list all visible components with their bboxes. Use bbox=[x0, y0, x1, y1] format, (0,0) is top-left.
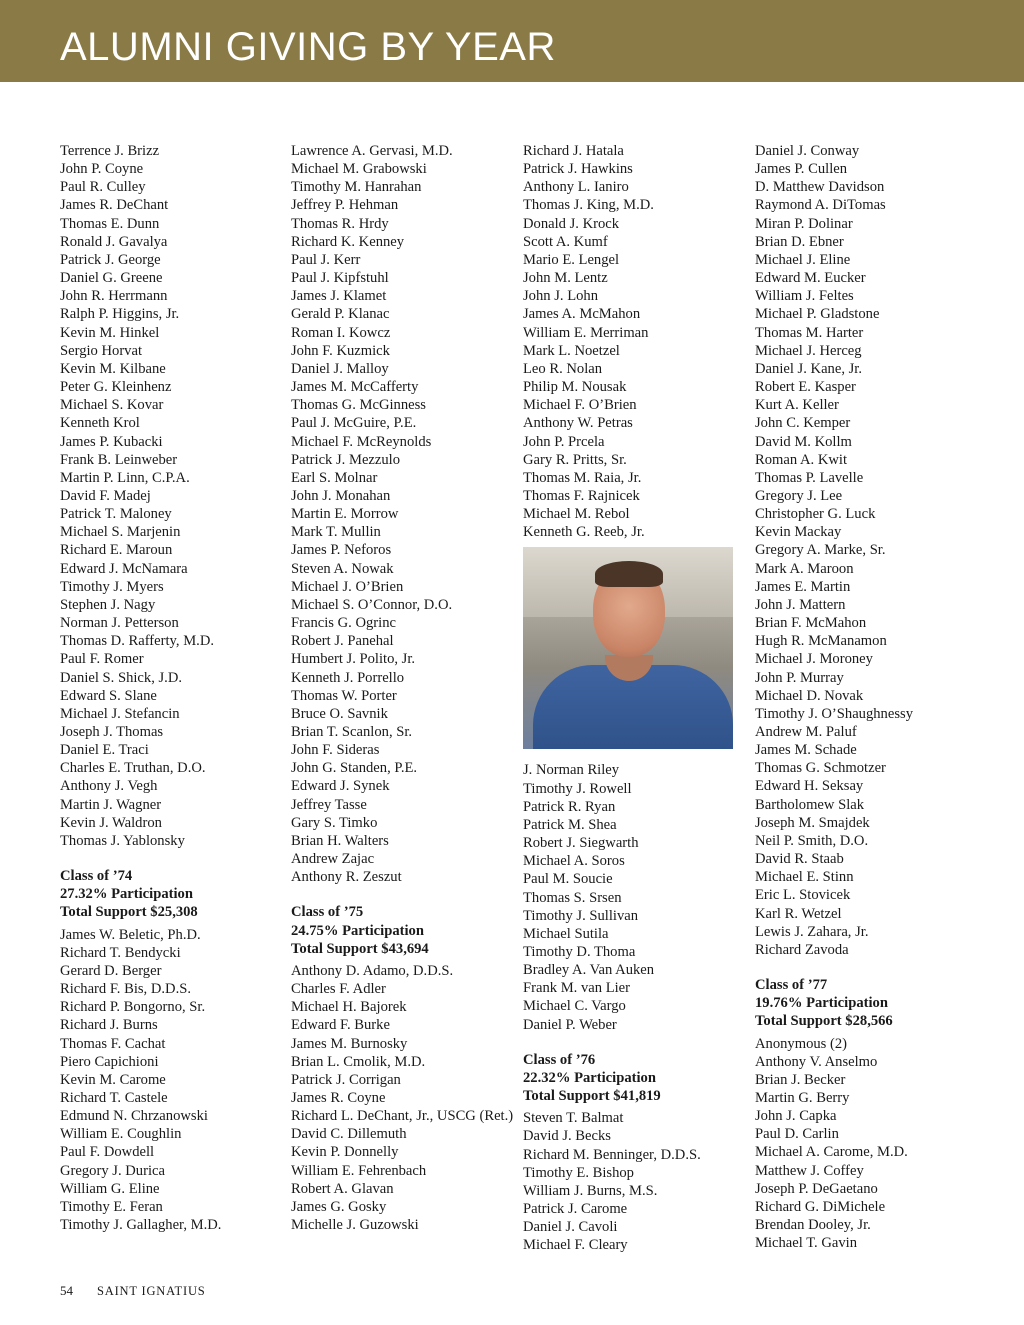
donor-name: Mark L. Noetzel bbox=[523, 342, 620, 359]
donor-name: Karl R. Wetzel bbox=[755, 905, 842, 922]
donor-name: Robert A. Glavan bbox=[291, 1180, 394, 1197]
donor-name: Robert J. Panehal bbox=[291, 633, 394, 650]
donor-name: Richard G. DiMichele bbox=[755, 1198, 886, 1215]
donor-name: Brian L. Cmolik, M.D. bbox=[291, 1053, 426, 1070]
donor-name: Jeffrey P. Hehman bbox=[291, 197, 399, 214]
donor-name: Donald J. Krock bbox=[523, 215, 620, 232]
donor-name: Edmund N. Chrzanowski bbox=[60, 1108, 208, 1125]
donor-name: Ronald J. Gavalya bbox=[60, 233, 168, 250]
participation-rate: 22.32% Participation bbox=[523, 1069, 656, 1086]
donor-name: Patrick J. Mezzulo bbox=[291, 451, 401, 468]
donor-name: Terrence J. Brizz bbox=[60, 143, 160, 159]
donor-name: Scott A. Kumf bbox=[523, 233, 608, 250]
donor-name: Gerald P. Klanac bbox=[291, 306, 390, 323]
donor-name: Brian T. Scanlon, Sr. bbox=[291, 724, 413, 740]
column-2 bbox=[291, 142, 516, 1234]
donor-name: Edward J. Synek bbox=[291, 778, 390, 795]
donor-name: Timothy M. Hanrahan bbox=[291, 179, 422, 196]
donor-name: Thomas P. Lavelle bbox=[755, 469, 864, 486]
donor-name: Miran P. Dolinar bbox=[755, 215, 853, 232]
donor-name: Peter G. Kleinhenz bbox=[60, 379, 172, 396]
donor-name: Christopher G. Luck bbox=[755, 506, 876, 523]
donor-name: Anthony D. Adamo, D.D.S. bbox=[291, 962, 454, 979]
participation-rate: 24.75% Participation bbox=[291, 922, 424, 939]
donor-name: Mario E. Lengel bbox=[523, 251, 620, 268]
class-year-label: Class of ’74 bbox=[60, 868, 133, 885]
donor-name: John F. Sideras bbox=[291, 742, 380, 759]
donor-name: David C. Dillemuth bbox=[291, 1126, 407, 1143]
donor-name: Brian F. McMahon bbox=[755, 615, 867, 632]
donor-name: Raymond A. DiTomas bbox=[755, 197, 886, 214]
donor-name: Richard T. Castele bbox=[60, 1089, 168, 1106]
donor-name: Bruce O. Savnik bbox=[291, 705, 388, 722]
donor-name: Martin G. Berry bbox=[755, 1089, 850, 1106]
donor-name: Frank M. van Lier bbox=[523, 980, 630, 997]
donor-list bbox=[291, 962, 516, 1234]
donor-name: David F. Madej bbox=[60, 487, 151, 504]
donor-name: Anthony V. Anselmo bbox=[755, 1053, 878, 1070]
donor-name: Joseph J. Thomas bbox=[60, 724, 164, 740]
donor-name: Anthony J. Vegh bbox=[60, 778, 158, 795]
publication-name: SAINT IGNATIUS bbox=[97, 1284, 206, 1298]
donor-name: Michael F. Cleary bbox=[523, 1237, 628, 1254]
donor-name: Brian D. Ebner bbox=[755, 233, 844, 250]
donor-name: Patrick J. George bbox=[60, 251, 161, 268]
donor-name: Thomas E. Dunn bbox=[60, 215, 160, 232]
donor-name: Michael M. Grabowski bbox=[291, 161, 427, 178]
donor-name: John P. Murray bbox=[755, 669, 844, 686]
donor-name: Thomas G. McGinness bbox=[291, 397, 426, 414]
donor-name: Richard Zavoda bbox=[755, 941, 849, 958]
donor-name: James J. Klamet bbox=[291, 288, 387, 305]
donor-name: Kevin P. Donnelly bbox=[291, 1144, 399, 1161]
donor-name: James P. Neforos bbox=[291, 542, 392, 559]
donor-name: William E. Merriman bbox=[523, 324, 649, 341]
donor-name: Daniel P. Weber bbox=[523, 1016, 617, 1033]
donor-name: Roman A. Kwit bbox=[755, 451, 848, 468]
donor-name: Anthony W. Petras bbox=[523, 415, 633, 432]
donor-list bbox=[755, 1035, 980, 1253]
donor-name: Edward J. McNamara bbox=[60, 560, 188, 577]
donor-name: Michael T. Gavin bbox=[755, 1235, 857, 1252]
donor-name: Brian J. Becker bbox=[755, 1071, 846, 1088]
donor-name: Timothy D. Thoma bbox=[523, 944, 636, 960]
donor-name: Richard K. Kenney bbox=[291, 233, 405, 250]
donor-name: Patrick J. Corrigan bbox=[291, 1071, 401, 1088]
donor-list bbox=[523, 142, 748, 541]
participation-rate: 27.32% Participation bbox=[60, 886, 193, 903]
donor-name: Michael J. Stefancin bbox=[60, 705, 180, 722]
donor-name: James R. DeChant bbox=[60, 197, 169, 214]
donor-name: Edward H. Seksay bbox=[755, 778, 864, 795]
donor-name: John R. Herrmann bbox=[60, 288, 168, 305]
donor-name: Richard T. Bendycki bbox=[60, 944, 181, 961]
donor-name: William J. Feltes bbox=[755, 288, 854, 305]
donor-name: Paul D. Carlin bbox=[755, 1126, 839, 1143]
total-support: Total Support $25,308 bbox=[60, 904, 198, 921]
donor-name: Edward M. Eucker bbox=[755, 270, 866, 287]
donor-name: Piero Capichioni bbox=[60, 1053, 159, 1070]
donor-name: John G. Standen, P.E. bbox=[291, 760, 418, 777]
donor-name: Kurt A. Keller bbox=[755, 397, 839, 414]
donor-name: Philip M. Nousak bbox=[523, 379, 627, 396]
donor-name: Michael Sutila bbox=[523, 925, 609, 942]
donor-name: David J. Becks bbox=[523, 1128, 611, 1145]
page-footer bbox=[60, 1283, 206, 1299]
donor-name: Robert J. Siegwarth bbox=[523, 835, 639, 852]
donor-name: Thomas J. King, M.D. bbox=[523, 197, 654, 214]
donor-name: Gerard D. Berger bbox=[60, 962, 162, 979]
donor-name: Lawrence A. Gervasi, M.D. bbox=[291, 143, 453, 159]
donor-name: D. Matthew Davidson bbox=[755, 179, 885, 196]
class-year-label: Class of ’75 bbox=[291, 904, 364, 921]
donor-name: Jeffrey Tasse bbox=[291, 796, 367, 813]
donor-name: Michael H. Bajorek bbox=[291, 999, 407, 1016]
donor-name: Richard L. DeChant, Jr., USCG (Ret.) bbox=[291, 1108, 514, 1125]
donor-name: James G. Gosky bbox=[291, 1198, 387, 1215]
donor-name: Frank B. Leinweber bbox=[60, 451, 178, 468]
donor-name: Anonymous (2) bbox=[755, 1035, 848, 1052]
class-year-label: Class of ’76 bbox=[523, 1051, 596, 1068]
class-section-header bbox=[755, 976, 980, 1030]
donor-name: William J. Burns, M.S. bbox=[523, 1182, 658, 1199]
donor-name: Paul F. Romer bbox=[60, 651, 144, 668]
donor-name: Anthony R. Zeszut bbox=[291, 869, 402, 886]
donor-name: Joseph M. Smajdek bbox=[755, 814, 870, 831]
donor-name: Richard F. Bis, D.D.S. bbox=[60, 981, 191, 998]
donor-name: Martin J. Wagner bbox=[60, 796, 162, 813]
donor-name: Daniel J. Cavoli bbox=[523, 1219, 618, 1236]
donor-list bbox=[755, 142, 980, 959]
donor-name: Michael J. Eline bbox=[755, 251, 851, 268]
donor-name: Brian H. Walters bbox=[291, 832, 389, 849]
donor-name: Michael S. Marjenin bbox=[60, 524, 181, 541]
column-4 bbox=[755, 142, 980, 1252]
donor-name: Thomas R. Hrdy bbox=[291, 215, 389, 232]
donor-name: Gary S. Timko bbox=[291, 814, 378, 831]
donor-name: John M. Lentz bbox=[523, 270, 608, 287]
donor-name: Lewis J. Zahara, Jr. bbox=[755, 923, 869, 940]
donor-name: Daniel G. Greene bbox=[60, 270, 163, 287]
donor-name: Kevin J. Waldron bbox=[60, 814, 162, 831]
donor-name: Thomas F. Rajnicek bbox=[523, 487, 640, 504]
donor-name: Brendan Dooley, Jr. bbox=[755, 1217, 871, 1234]
donor-name: James M. Burnosky bbox=[291, 1035, 408, 1052]
donor-name: Gregory A. Marke, Sr. bbox=[755, 542, 886, 559]
donor-name: David R. Staab bbox=[755, 851, 844, 868]
donor-name: Kenneth G. Reeb, Jr. bbox=[523, 524, 645, 541]
donor-name: Michael J. Herceg bbox=[755, 342, 862, 359]
donor-name: Paul R. Culley bbox=[60, 179, 146, 196]
alumnus-photo bbox=[523, 547, 733, 749]
donor-name: Thomas D. Rafferty, M.D. bbox=[60, 633, 215, 650]
donor-name: Gary R. Pritts, Sr. bbox=[523, 451, 627, 468]
donor-name: Timothy J. Rowell bbox=[523, 780, 632, 797]
donor-name: Charles E. Truthan, D.O. bbox=[60, 760, 206, 777]
donor-name: John J. Lohn bbox=[523, 288, 598, 305]
column-3 bbox=[523, 142, 748, 1255]
donor-name: Patrick J. Carome bbox=[523, 1201, 628, 1218]
donor-name: Anthony L. Ianiro bbox=[523, 179, 629, 196]
donor-list bbox=[60, 926, 285, 1235]
donor-name: Kevin Mackay bbox=[755, 524, 842, 541]
donor-name: Bartholomew Slak bbox=[755, 796, 865, 813]
donor-name: Michael M. Rebol bbox=[523, 506, 630, 523]
donor-name: Martin E. Morrow bbox=[291, 506, 399, 523]
donor-name: Joseph P. DeGaetano bbox=[755, 1180, 878, 1197]
page-number: 54 bbox=[60, 1283, 73, 1298]
donor-name: Norman J. Petterson bbox=[60, 615, 179, 632]
donor-name: Thomas W. Porter bbox=[291, 687, 397, 704]
donor-name: Francis G. Ogrinc bbox=[291, 615, 396, 632]
donor-name: Timothy J. Sullivan bbox=[523, 907, 639, 924]
donor-name: Thomas F. Cachat bbox=[60, 1035, 166, 1052]
donor-name: Michael F. McReynolds bbox=[291, 433, 432, 450]
donor-name: James W. Beletic, Ph.D. bbox=[60, 926, 201, 943]
donor-name: Thomas G. Schmotzer bbox=[755, 760, 886, 777]
donor-name: Mark T. Mullin bbox=[291, 524, 381, 541]
donor-name: Kenneth Krol bbox=[60, 415, 140, 432]
donor-name: Charles F. Adler bbox=[291, 981, 386, 998]
donor-name: Michael C. Vargo bbox=[523, 998, 626, 1015]
donor-name: James M. McCafferty bbox=[291, 379, 419, 396]
donor-name: Michael D. Novak bbox=[755, 687, 864, 704]
class-section-header bbox=[291, 903, 516, 957]
donor-name: Patrick R. Ryan bbox=[523, 798, 616, 815]
donor-name: Michael S. O’Connor, D.O. bbox=[291, 596, 453, 613]
participation-rate: 19.76% Participation bbox=[755, 995, 888, 1012]
donor-name: John P. Prcela bbox=[523, 433, 605, 450]
donor-name: Paul J. Kerr bbox=[291, 251, 361, 268]
donor-name: Paul J. Kipfstuhl bbox=[291, 270, 389, 287]
donor-name: Thomas M. Harter bbox=[755, 324, 864, 341]
donor-name: Martin P. Linn, C.P.A. bbox=[60, 469, 190, 486]
donor-name: James A. McMahon bbox=[523, 306, 641, 323]
donor-list bbox=[60, 142, 285, 850]
donor-name: Michael J. O’Brien bbox=[291, 578, 404, 595]
donor-name: James P. Cullen bbox=[755, 161, 848, 178]
donor-name: Ralph P. Higgins, Jr. bbox=[60, 306, 180, 323]
donor-name: Richard P. Bongorno, Sr. bbox=[60, 999, 206, 1016]
donor-name: Daniel E. Traci bbox=[60, 742, 149, 759]
donor-name: Patrick M. Shea bbox=[523, 816, 617, 833]
donor-name: Michael J. Moroney bbox=[755, 651, 873, 668]
donor-name: Timothy E. Bishop bbox=[523, 1164, 634, 1181]
donor-name: John P. Coyne bbox=[60, 161, 144, 178]
total-support: Total Support $28,566 bbox=[755, 1013, 893, 1030]
donor-name: Stephen J. Nagy bbox=[60, 596, 156, 613]
donor-name: Gregory J. Lee bbox=[755, 487, 843, 504]
donor-name: Andrew M. Paluf bbox=[755, 724, 857, 740]
donor-name: Daniel J. Malloy bbox=[291, 360, 389, 377]
donor-name: Robert E. Kasper bbox=[755, 379, 856, 396]
donor-name: William E. Fehrenbach bbox=[291, 1162, 427, 1179]
donor-name: Paul J. McGuire, P.E. bbox=[291, 415, 417, 432]
donor-name: John C. Kemper bbox=[755, 415, 851, 432]
donor-name: Kevin M. Kilbane bbox=[60, 360, 166, 377]
donor-list bbox=[523, 1109, 748, 1254]
page-title: ALUMNI GIVING BY YEAR bbox=[60, 25, 556, 69]
donor-name: Gregory J. Durica bbox=[60, 1162, 165, 1179]
donor-name: James M. Schade bbox=[755, 742, 857, 759]
donor-name: William E. Coughlin bbox=[60, 1126, 182, 1143]
donor-name: Timothy J. Myers bbox=[60, 578, 164, 595]
donor-name: John F. Kuzmick bbox=[291, 342, 390, 359]
donor-name: Patrick T. Maloney bbox=[60, 506, 172, 523]
donor-name: John J. Capka bbox=[755, 1108, 837, 1125]
donor-name: Mark A. Maroon bbox=[755, 560, 854, 577]
donor-name: Roman I. Kowcz bbox=[291, 324, 391, 341]
donor-name: Timothy J. O’Shaughnessy bbox=[755, 705, 913, 722]
class-section-header bbox=[523, 1051, 748, 1105]
donor-name: Thomas J. Yablonsky bbox=[60, 832, 185, 849]
donor-name: Eric L. Stovicek bbox=[755, 887, 851, 904]
donor-name: Steven A. Nowak bbox=[291, 560, 394, 577]
donor-list bbox=[523, 761, 748, 1033]
donor-name: Leo R. Nolan bbox=[523, 360, 603, 377]
donor-name: Patrick J. Hawkins bbox=[523, 161, 633, 178]
donor-name: Steven T. Balmat bbox=[523, 1110, 624, 1127]
donor-name: Paul F. Dowdell bbox=[60, 1144, 155, 1161]
donor-name: Michael E. Stinn bbox=[755, 869, 854, 886]
donor-name: Thomas S. Srsen bbox=[523, 889, 622, 906]
donor-name: Earl S. Molnar bbox=[291, 469, 378, 486]
total-support: Total Support $41,819 bbox=[523, 1088, 661, 1105]
donor-name: Paul M. Soucie bbox=[523, 871, 613, 888]
donor-name: Neil P. Smith, D.O. bbox=[755, 832, 869, 849]
donor-name: Hugh R. McManamon bbox=[755, 633, 887, 650]
donor-name: Kenneth J. Porrello bbox=[291, 669, 405, 686]
column-1 bbox=[60, 142, 285, 1234]
class-year-label: Class of ’77 bbox=[755, 977, 828, 994]
donor-name: Timothy J. Gallagher, M.D. bbox=[60, 1217, 222, 1234]
donor-name: Daniel J. Kane, Jr. bbox=[755, 360, 862, 377]
donor-name: Michael A. Soros bbox=[523, 853, 625, 870]
donor-name: Michelle J. Guzowski bbox=[291, 1217, 419, 1234]
donor-name: Richard M. Benninger, D.D.S. bbox=[523, 1146, 701, 1163]
total-support: Total Support $43,694 bbox=[291, 940, 429, 957]
donor-name: Thomas M. Raia, Jr. bbox=[523, 469, 642, 486]
class-section-header bbox=[60, 867, 285, 921]
donor-name: Michael A. Carome, M.D. bbox=[755, 1144, 908, 1161]
donor-name: James E. Martin bbox=[755, 578, 851, 595]
donor-name: Andrew Zajac bbox=[291, 851, 375, 868]
donor-name: William G. Eline bbox=[60, 1180, 160, 1197]
donor-name: John J. Monahan bbox=[291, 487, 391, 504]
donor-name: Humbert J. Polito, Jr. bbox=[291, 651, 416, 668]
donor-list bbox=[291, 142, 516, 886]
donor-name: Edward F. Burke bbox=[291, 1017, 390, 1034]
donor-name: Kevin M. Carome bbox=[60, 1071, 166, 1088]
donor-name: Richard E. Maroun bbox=[60, 542, 173, 559]
donor-name: David M. Kollm bbox=[755, 433, 852, 450]
donor-name: Richard J. Hatala bbox=[523, 143, 624, 159]
donor-name: Edward S. Slane bbox=[60, 687, 157, 704]
header-banner bbox=[0, 0, 1024, 82]
donor-name: Matthew J. Coffey bbox=[755, 1162, 864, 1179]
donor-name: Timothy E. Feran bbox=[60, 1198, 163, 1215]
donor-name: Michael S. Kovar bbox=[60, 397, 164, 414]
donor-name: James R. Coyne bbox=[291, 1089, 386, 1106]
donor-name: Daniel S. Shick, J.D. bbox=[60, 669, 183, 686]
donor-name: Richard J. Burns bbox=[60, 1017, 158, 1034]
donor-name: J. Norman Riley bbox=[523, 762, 620, 779]
donor-name: Kevin M. Hinkel bbox=[60, 324, 160, 341]
donor-name: Daniel J. Conway bbox=[755, 143, 860, 159]
donor-name: Michael F. O’Brien bbox=[523, 397, 637, 414]
donor-name: John J. Mattern bbox=[755, 596, 846, 613]
donor-name: Bradley A. Van Auken bbox=[523, 962, 655, 979]
donor-name: James P. Kubacki bbox=[60, 433, 163, 450]
donor-name: Sergio Horvat bbox=[60, 342, 143, 359]
donor-name: Michael P. Gladstone bbox=[755, 306, 880, 323]
